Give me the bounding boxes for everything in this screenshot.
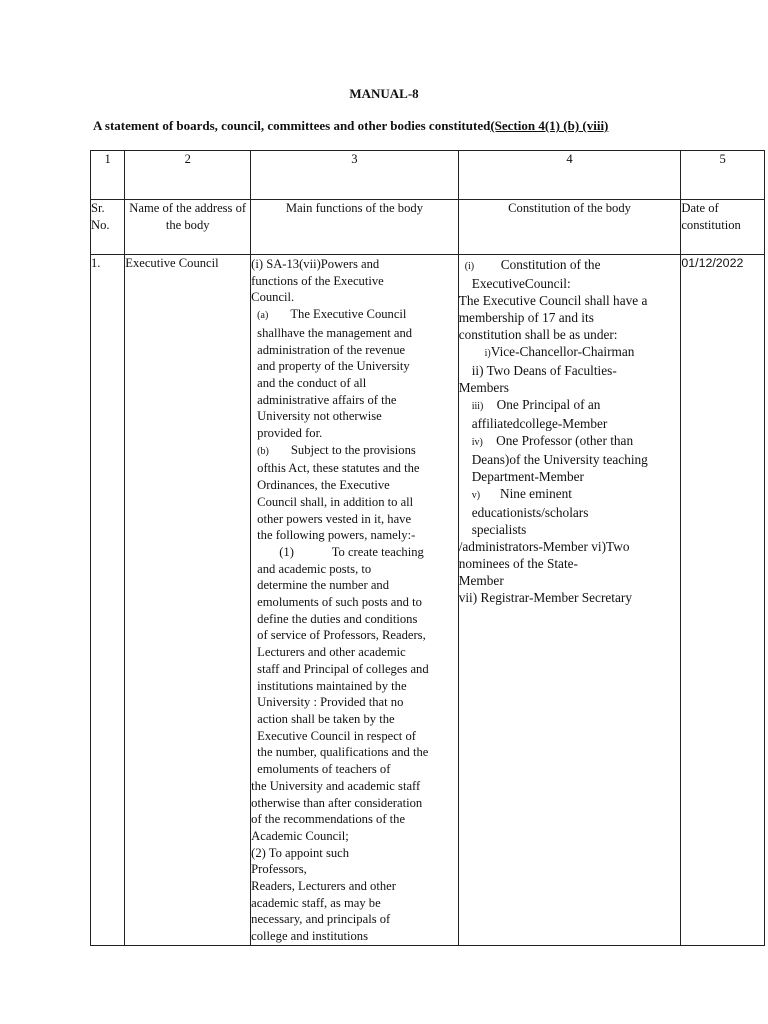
row-sr-no: 1. — [91, 255, 125, 946]
constitution-line: Deans)of the University teaching — [471, 452, 648, 467]
constitution-line: affiliatedcollege-Member — [471, 416, 608, 431]
functions-line: and property of the University — [257, 359, 410, 374]
column-number: 4 — [458, 151, 681, 200]
functions-line: Readers, Lecturers and other — [251, 879, 396, 894]
item-text: One Professor (other than — [496, 433, 634, 448]
header-constitution: Constitution of the body — [458, 200, 681, 255]
functions-line: (2) To appoint such — [251, 845, 350, 860]
constitution-line — [459, 396, 681, 415]
row-constitution — [458, 255, 681, 946]
constitution-line — [459, 343, 681, 362]
constitution-line: Member — [458, 573, 504, 588]
bodies-table — [90, 150, 765, 946]
functions-line: of service of Professors, Readers, — [257, 628, 426, 643]
functions-line: and academic posts, to — [257, 561, 372, 576]
document-title: MANUAL-8 — [349, 86, 419, 101]
functions-line: the following powers, namely:- — [257, 528, 416, 543]
row-body-name: Executive Council — [125, 255, 251, 946]
document-subtitle — [93, 118, 608, 134]
column-number: 1 — [91, 151, 125, 200]
header-name: Name of the address of the body — [125, 200, 251, 255]
item-marker: (i) — [464, 261, 475, 272]
item-marker: i) — [484, 348, 491, 359]
constitution-line — [459, 256, 681, 275]
constitution-line: /administrators-Member vi)Two — [458, 539, 630, 554]
item-marker: iii) — [471, 401, 484, 412]
functions-line: action shall be taken by the — [257, 711, 395, 726]
item-marker: (b) — [257, 445, 269, 457]
functions-line: Ordinances, the Executive — [257, 478, 390, 493]
functions-line: and the conduct of all — [257, 375, 367, 390]
constitution-line — [459, 485, 681, 504]
functions-line: staff and Principal of colleges and — [257, 661, 429, 676]
constitution-line: vii) Registrar-Member Secretary — [458, 590, 632, 605]
constitution-line: The Executive Council shall have a — [458, 293, 648, 308]
constitution-line: nominees of the State- — [458, 556, 578, 571]
constitution-line: Department-Member — [471, 469, 584, 484]
functions-line: the University and academic staff — [251, 778, 421, 793]
functions-line: necessary, and principals of — [251, 912, 391, 927]
constitution-line: Members — [458, 380, 509, 395]
header-sr-no: Sr. No. — [91, 200, 125, 255]
functions-line: Executive Council in respect of — [257, 728, 416, 743]
functions-line: University not otherwise — [257, 409, 382, 424]
functions-line: college and institutions — [251, 929, 368, 944]
functions-line — [251, 442, 458, 461]
item-text: Constitution of the — [500, 257, 601, 272]
functions-line: Professors, — [251, 862, 307, 877]
functions-line: define the duties and conditions — [257, 611, 418, 626]
functions-line: functions of the Executive — [251, 273, 384, 288]
column-number-row — [91, 151, 765, 200]
constitution-line — [459, 432, 681, 451]
functions-line: institutions maintained by the — [257, 678, 407, 693]
functions-line: otherwise than after consideration — [251, 795, 423, 810]
functions-line: Council. — [251, 290, 295, 305]
item-text: One Principal of an — [496, 397, 601, 412]
item-text: The Executive Council — [290, 307, 407, 322]
functions-line: the number, qualifications and the — [257, 745, 429, 760]
subtitle-text: A statement of boards, council, committees and other bodies constituted — [93, 118, 491, 133]
functions-line: administration of the revenue — [257, 342, 406, 357]
item-marker: (a) — [257, 310, 269, 322]
item-marker: (1) — [279, 544, 294, 559]
functions-line: provided for. — [257, 426, 323, 441]
functions-line: ofthis Act, these statutes and the — [257, 461, 420, 476]
functions-line: other powers vested in it, have — [257, 511, 412, 526]
constitution-line: specialists — [471, 522, 527, 537]
item-text: Subject to the provisions — [290, 442, 416, 457]
constitution-line: educationists/scholars — [471, 505, 589, 520]
functions-line: administrative affairs of the — [257, 392, 397, 407]
functions-line: academic staff, as may be — [251, 895, 381, 910]
functions-line: emoluments of teachers of — [257, 762, 391, 777]
header-date: Date of constitution — [681, 200, 765, 255]
header-functions: Main functions of the body — [251, 200, 459, 255]
row-date: 01/12/2022 — [681, 255, 765, 946]
functions-line: Council shall, in addition to all — [257, 494, 414, 509]
functions-line: of the recommendations of the — [251, 812, 406, 827]
item-text: Vice-Chancellor-Chairman — [490, 344, 635, 359]
functions-line: shallhave the management and — [257, 325, 413, 340]
column-number: 5 — [681, 151, 765, 200]
functions-line: Lecturers and other academic — [257, 645, 406, 660]
row-functions — [251, 255, 459, 946]
constitution-line: membership of 17 and its — [458, 310, 594, 325]
constitution-line: constitution shall be as under: — [458, 327, 618, 342]
functions-line: University : Provided that no — [257, 695, 404, 710]
functions-line — [251, 306, 458, 325]
item-text: To create teaching — [331, 544, 424, 559]
constitution-line: ExecutiveCouncil: — [471, 276, 571, 291]
subtitle-section-reference: (Section 4(1) (b) (viii) — [490, 118, 609, 133]
header-row — [91, 200, 765, 255]
constitution-line: ii) Two Deans of Faculties- — [471, 363, 617, 378]
functions-line: emoluments of such posts and to — [257, 595, 422, 610]
constitution-text — [459, 255, 681, 606]
functions-line: (i) SA-13(vii)Powers and — [251, 257, 380, 271]
functions-line: Academic Council; — [251, 828, 349, 843]
column-number: 2 — [125, 151, 251, 200]
item-text: Nine eminent — [500, 486, 573, 501]
functions-line: determine the number and — [257, 578, 390, 593]
item-marker: iv) — [471, 437, 483, 448]
column-number: 3 — [251, 151, 459, 200]
item-marker: v) — [471, 490, 481, 501]
functions-text — [251, 255, 458, 945]
functions-line — [251, 544, 458, 561]
table-row — [91, 255, 765, 946]
